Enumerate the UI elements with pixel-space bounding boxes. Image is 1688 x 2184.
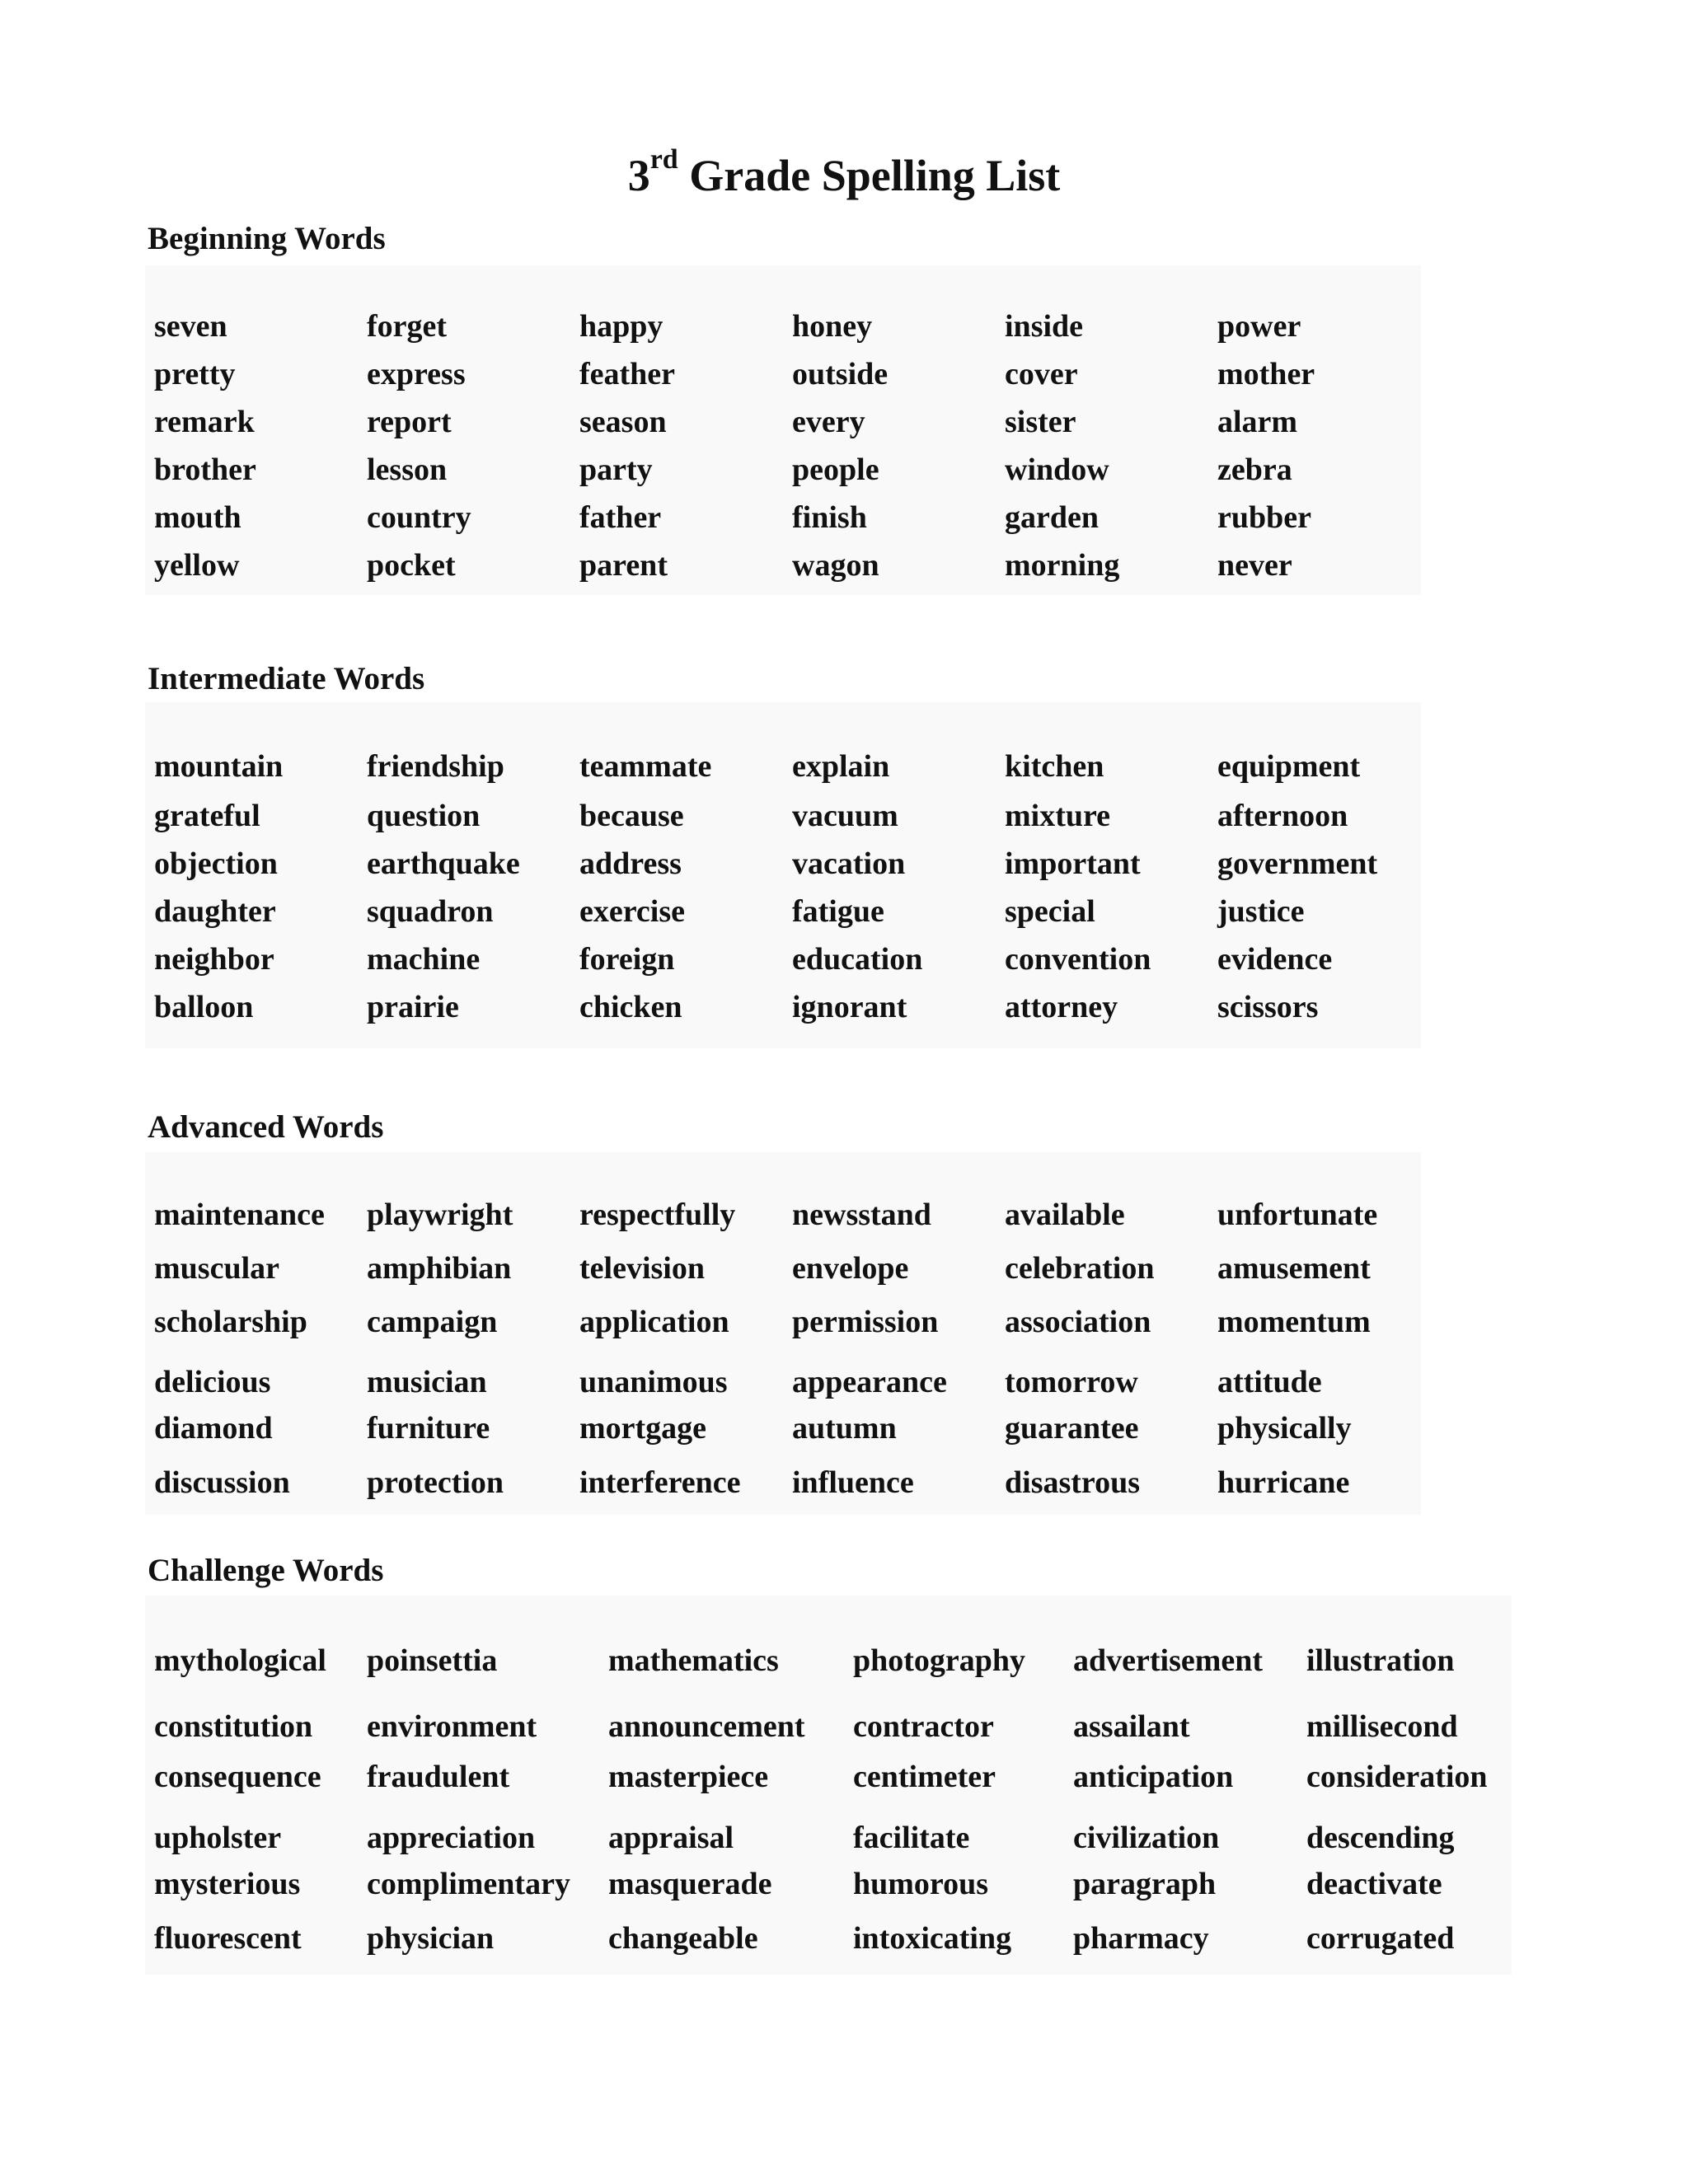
spelling-word: permission [792, 1305, 939, 1339]
spelling-word: civilization [1073, 1821, 1220, 1855]
spelling-word: intoxicating [853, 1921, 1012, 1956]
spelling-word: campaign [367, 1305, 498, 1339]
spelling-word: justice [1217, 894, 1305, 929]
spelling-word: attitude [1217, 1365, 1322, 1399]
spelling-word: friendship [367, 749, 504, 784]
spelling-word: assailant [1073, 1709, 1190, 1744]
spelling-word: mother [1217, 357, 1315, 391]
spelling-word: government [1217, 846, 1378, 881]
spelling-word: descending [1306, 1821, 1455, 1855]
spelling-word: mathematics [608, 1643, 779, 1678]
spelling-word: guarantee [1005, 1411, 1139, 1446]
spelling-word: neighbor [154, 942, 274, 977]
spelling-word: objection [154, 846, 278, 881]
spelling-word: musician [367, 1365, 487, 1399]
spelling-word: hurricane [1217, 1465, 1350, 1500]
spelling-word: consequence [154, 1760, 321, 1794]
title-text: Grade Spelling List [678, 151, 1061, 200]
spelling-word: wagon [792, 548, 879, 583]
spelling-word: appreciation [367, 1821, 536, 1855]
spelling-word: honey [792, 309, 873, 344]
spelling-word: pocket [367, 548, 456, 583]
spelling-word: never [1217, 548, 1292, 583]
spelling-word: unfortunate [1217, 1197, 1378, 1232]
spelling-word: exercise [579, 894, 685, 929]
spelling-word: people [792, 452, 879, 487]
spelling-word: millisecond [1306, 1709, 1458, 1744]
spelling-word: photography [853, 1643, 1026, 1678]
spelling-word: afternoon [1217, 799, 1348, 833]
spelling-word: scissors [1217, 990, 1319, 1024]
spelling-word: environment [367, 1709, 537, 1744]
spelling-word: fatigue [792, 894, 884, 929]
spelling-word: evidence [1217, 942, 1333, 977]
spelling-word: alarm [1217, 405, 1298, 439]
spelling-word: earthquake [367, 846, 520, 881]
spelling-word: mortgage [579, 1411, 707, 1446]
spelling-word: because [579, 799, 684, 833]
spelling-word: upholster [154, 1821, 282, 1855]
spelling-word: foreign [579, 942, 675, 977]
spelling-word: protection [367, 1465, 504, 1500]
spelling-word: contractor [853, 1709, 994, 1744]
spelling-word: explain [792, 749, 890, 784]
spelling-word: television [579, 1251, 705, 1286]
spelling-word: question [367, 799, 481, 833]
spelling-word: mixture [1005, 799, 1111, 833]
spelling-word: tomorrow [1005, 1365, 1138, 1399]
spelling-word: discussion [154, 1465, 290, 1500]
spelling-word: country [367, 500, 471, 535]
spelling-word: prairie [367, 990, 459, 1024]
spelling-word: attorney [1005, 990, 1118, 1024]
spelling-word: pharmacy [1073, 1921, 1209, 1956]
spelling-word: morning [1005, 548, 1120, 583]
spelling-word: seven [154, 309, 227, 344]
spelling-word: furniture [367, 1411, 490, 1446]
spelling-word: convention [1005, 942, 1151, 977]
spelling-word: unanimous [579, 1365, 728, 1399]
spelling-word: remark [154, 405, 255, 439]
spelling-word: interference [579, 1465, 741, 1500]
spelling-word: appraisal [608, 1821, 734, 1855]
spelling-word: grateful [154, 799, 260, 833]
spelling-word: lesson [367, 452, 448, 487]
spelling-word: paragraph [1073, 1867, 1217, 1901]
section-heading-beginning: Beginning Words [148, 221, 386, 256]
title-ordinal: 3 [627, 151, 650, 200]
spelling-word: humorous [853, 1867, 989, 1901]
spelling-word: centimeter [853, 1760, 996, 1794]
spelling-word: rubber [1217, 500, 1311, 535]
spelling-word: window [1005, 452, 1109, 487]
spelling-word: pretty [154, 357, 236, 391]
spelling-word: muscular [154, 1251, 279, 1286]
spelling-word: balloon [154, 990, 254, 1024]
spelling-word: announcement [608, 1709, 805, 1744]
spelling-word: association [1005, 1305, 1151, 1339]
spelling-word: complimentary [367, 1867, 570, 1901]
spelling-word: equipment [1217, 749, 1361, 784]
spelling-word: poinsettia [367, 1643, 498, 1678]
spelling-word: machine [367, 942, 481, 977]
spelling-word: vacuum [792, 799, 898, 833]
spelling-word: mouth [154, 500, 241, 535]
spelling-word: available [1005, 1197, 1125, 1232]
title-ordinal-suffix: rd [649, 144, 678, 175]
section-heading-challenge: Challenge Words [148, 1553, 384, 1588]
spelling-word: chicken [579, 990, 682, 1024]
spelling-word: power [1217, 309, 1301, 344]
spelling-word: momentum [1217, 1305, 1371, 1339]
spelling-word: every [792, 405, 865, 439]
spelling-word: anticipation [1073, 1760, 1234, 1794]
spelling-word: envelope [792, 1251, 909, 1286]
spelling-word: playwright [367, 1197, 513, 1232]
spelling-word: physician [367, 1921, 495, 1956]
spelling-word: physically [1217, 1411, 1352, 1446]
spelling-word: delicious [154, 1365, 271, 1399]
spelling-word: vacation [792, 846, 906, 881]
spelling-word: ignorant [792, 990, 907, 1024]
spelling-word: advertisement [1073, 1643, 1264, 1678]
spelling-word: yellow [154, 548, 240, 583]
spelling-word: daughter [154, 894, 276, 929]
spelling-word: amusement [1217, 1251, 1371, 1286]
spelling-word: education [792, 942, 923, 977]
spelling-word: zebra [1217, 452, 1292, 487]
spelling-word: disastrous [1005, 1465, 1141, 1500]
spelling-word: diamond [154, 1411, 273, 1446]
spelling-word: kitchen [1005, 749, 1104, 784]
spelling-word: outside [792, 357, 889, 391]
spelling-word: influence [792, 1465, 914, 1500]
page-title [0, 137, 1688, 205]
spelling-word: masterpiece [608, 1760, 769, 1794]
spelling-word: constitution [154, 1709, 313, 1744]
spelling-word: appearance [792, 1365, 947, 1399]
spelling-word: brother [154, 452, 256, 487]
spelling-word: deactivate [1306, 1867, 1442, 1901]
spelling-word: illustration [1306, 1643, 1455, 1678]
section-heading-advanced: Advanced Words [148, 1109, 384, 1145]
spelling-word: season [579, 405, 667, 439]
spelling-word: respectfully [579, 1197, 736, 1232]
spelling-word: corrugated [1306, 1921, 1455, 1956]
spelling-word: mysterious [154, 1867, 301, 1901]
spelling-word: newsstand [792, 1197, 931, 1232]
spelling-word: party [579, 452, 653, 487]
spelling-word: changeable [608, 1921, 758, 1956]
spelling-word: fraudulent [367, 1760, 510, 1794]
spelling-word: teammate [579, 749, 712, 784]
spelling-word: mythological [154, 1643, 326, 1678]
spelling-word: fluorescent [154, 1921, 302, 1956]
spelling-word: celebration [1005, 1251, 1155, 1286]
spelling-word: inside [1005, 309, 1084, 344]
spelling-word: express [367, 357, 466, 391]
spelling-word: forget [367, 309, 448, 344]
spelling-word: father [579, 500, 662, 535]
spelling-word: masquerade [608, 1867, 772, 1901]
spelling-word: report [367, 405, 452, 439]
spelling-word: cover [1005, 357, 1078, 391]
spelling-word: important [1005, 846, 1141, 881]
spelling-word: parent [579, 548, 668, 583]
spelling-word: application [579, 1305, 729, 1339]
spelling-word: finish [792, 500, 867, 535]
section-heading-intermediate: Intermediate Words [148, 661, 425, 696]
spelling-word: scholarship [154, 1305, 307, 1339]
spelling-word: consideration [1306, 1760, 1488, 1794]
spelling-word: address [579, 846, 682, 881]
spelling-word: sister [1005, 405, 1076, 439]
spelling-word: garden [1005, 500, 1099, 535]
spelling-word: special [1005, 894, 1095, 929]
spelling-word: mountain [154, 749, 284, 784]
spelling-word: feather [579, 357, 676, 391]
spelling-word: facilitate [853, 1821, 970, 1855]
spelling-word: amphibian [367, 1251, 512, 1286]
spelling-word: squadron [367, 894, 494, 929]
spelling-word: happy [579, 309, 663, 344]
spelling-word: autumn [792, 1411, 897, 1446]
spelling-word: maintenance [154, 1197, 325, 1232]
